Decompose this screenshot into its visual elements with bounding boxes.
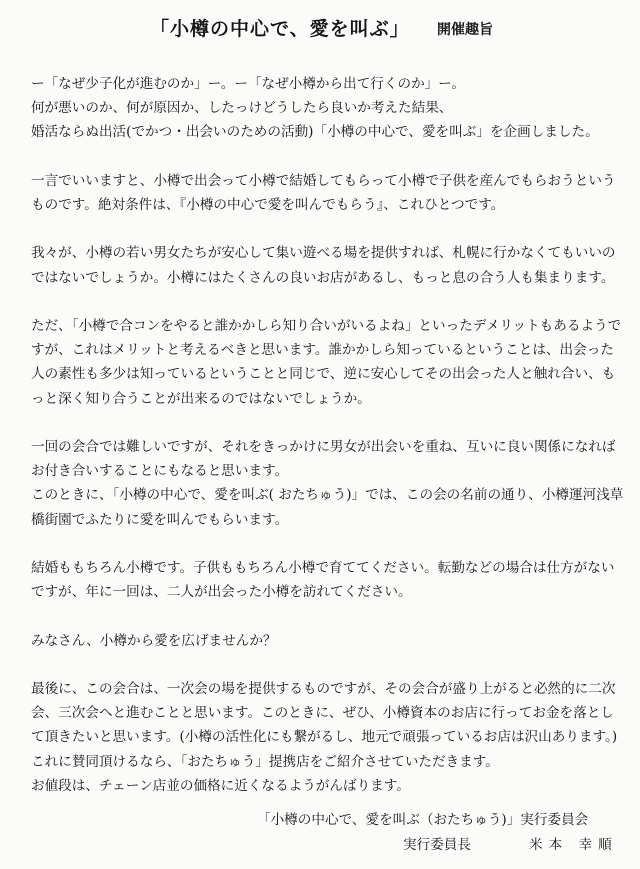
document-header: [0, 12, 640, 42]
paragraph-line: 一言でいいますと、小樽で出会って小樽で結婚してもらって小樽で子供を産んでもらおうという: [31, 172, 616, 189]
paragraph: [31, 314, 631, 411]
document-body: [31, 72, 631, 822]
document-subtitle: 開催趣旨: [437, 22, 493, 38]
paragraph-line: ものです。絶対条件は、『小樽の中心で愛を叫んでもらう』、これひとつです。: [31, 197, 505, 213]
committee-name: 「小樽の中心で、愛を叫ぶ（おたちゅう)」実行委員会: [257, 812, 589, 828]
paragraph: [31, 629, 631, 653]
paragraph-line: ではないでしょうか。小樽にはたくさんの良いお店があるし、もっと息の合う人も集まります。: [31, 269, 615, 286]
paragraph-line: 婚活ならぬ出活(でかつ・出会いのための活動)「小樽の中心で、愛を叫ぶ」を企画しました。: [31, 124, 599, 141]
paragraph-line: これに賛同頂けるなら、「おたちゅう」提携店をご紹介させていただきます。: [31, 753, 499, 770]
paragraph-line: お付き合いすることにもなると思います。: [31, 463, 289, 480]
paragraph: [31, 169, 631, 217]
paragraph-line: 一回の会合では難しいですが、それをきっかけに男女が出会いを重ね、互いに良い関係になれば: [31, 438, 616, 455]
paragraph-line: ただ、「小樽で合コンをやると誰かかしら知り合いがいるよね」といったデメリットもあるようで: [31, 317, 622, 334]
paragraph: [31, 241, 631, 289]
paragraph-line: 我々が、小樽の若い男女たちが安心して集い遊べる場を提供すれば、札幌に行かなくてもいいの: [31, 245, 616, 262]
paragraph: [31, 72, 631, 145]
paragraph-line: て頂きたいと思います。(小樽の活性化にも繋がるし、地元で頑張っているお店は沢山あります。): [31, 729, 618, 746]
paragraph-line: 橋街園でふたりに愛を叫んでもらいます。: [31, 511, 289, 528]
signatory-role: 実行委員長: [403, 837, 471, 853]
paragraph-line: 最後に、この会合は、一次会の場を提供するものですが、その会合が盛り上がると必然的に二次: [31, 680, 616, 697]
paragraph-line: みなさん、小樽から愛を広げませんか？: [31, 632, 277, 649]
paragraph-line: 人の素性も多少は知っているということと同じで、逆に安心してその出会った人と触れ合い、も: [31, 366, 616, 383]
paragraph-line: ー「なぜ少子化が進むのか」ー。ー「なぜ小樽から出て行くのか」ー。: [31, 76, 465, 92]
paragraph-line: 結婚ももちろん小樽です。子供ももちろん小樽で育ててください。転勤などの場合は仕方がない: [31, 559, 615, 576]
paragraph-line: このときに、「小樽の中心で、愛を叫ぶ( おたちゅう)」では、この会の名前の通り、小樽運河浅草: [31, 487, 624, 504]
paragraph-line: すが、これはメリットと考えるべきと思います。誰かかしら知っているということは、出会った: [31, 342, 614, 359]
paragraph: [31, 677, 631, 798]
paragraph: [31, 435, 631, 532]
document-title: 「小樽の中心で、愛を叫ぶ」: [150, 18, 410, 40]
paragraph-line: 何が悪いのか、何が原因か、したっけどうしたら良いか考えた結果、: [31, 100, 453, 117]
paragraph-line: ですが、年に一回は、二人が出会った小樽を訪れてください。: [31, 584, 412, 601]
paragraph-line: お値段は、チェーン店並の価格に近くなるようがんばります。: [31, 777, 410, 794]
signatory-name: 米本 幸順: [529, 837, 618, 853]
paragraph-line: っと深く知り合うことが出来るのではないでしょうか。: [31, 390, 371, 407]
paragraph: [31, 556, 631, 604]
paragraph-line: 会、三次会へと進むことと思います。このときに、ぜひ、小樽資本のお店に行ってお金を落とし: [31, 705, 614, 722]
